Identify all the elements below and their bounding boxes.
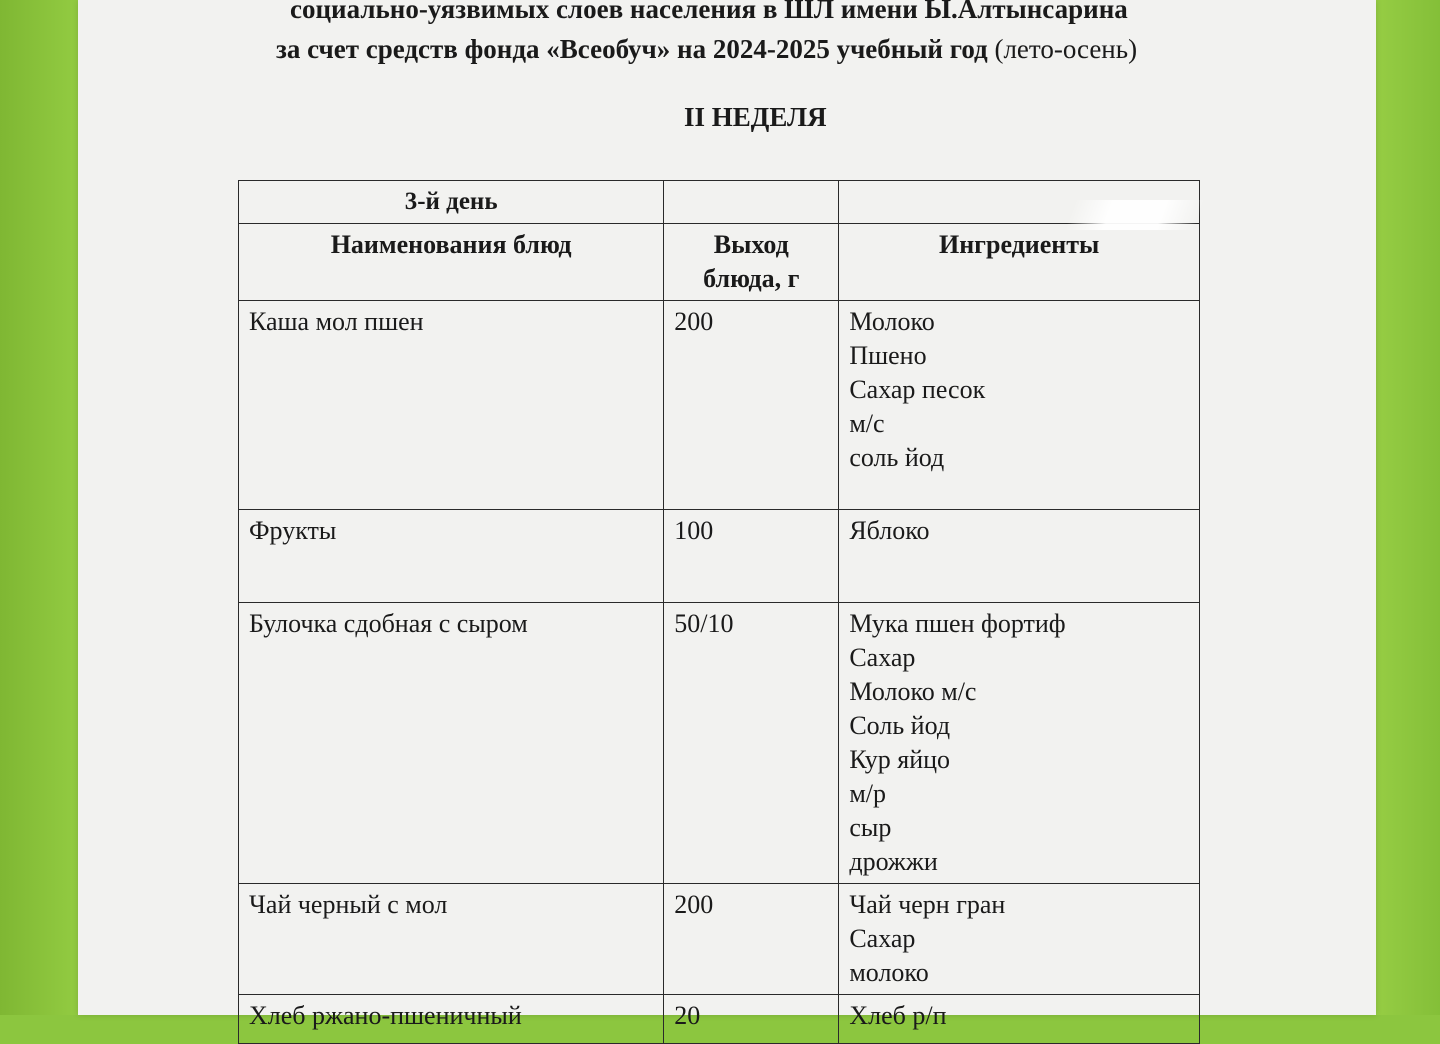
- header-output: Выход блюда, г: [664, 224, 839, 301]
- dish-name: Фрукты: [239, 510, 664, 603]
- day-row: [239, 181, 1200, 224]
- ingredient: Сахар песок: [849, 375, 986, 404]
- ingredient: молоко: [849, 958, 929, 987]
- dish-output: 200: [664, 884, 839, 995]
- week-title: II НЕДЕЛЯ: [684, 102, 827, 132]
- ingredient: Сахар: [849, 643, 916, 672]
- ingredient: Сахар: [849, 924, 916, 953]
- table-row: [239, 603, 1200, 884]
- dish-name: Каша мол пшен: [239, 301, 664, 510]
- menu-sheet: [78, 0, 1376, 1030]
- light-glare: [1065, 200, 1206, 230]
- ingredient: Кур яйцо: [849, 745, 951, 774]
- background-left: [0, 0, 80, 1015]
- dish-ingredients: [839, 510, 1200, 603]
- ingredient: Яблоко: [849, 516, 930, 545]
- table-row: [239, 884, 1200, 995]
- table-row: [239, 510, 1200, 603]
- ingredient: Чай черн гран: [849, 890, 1006, 919]
- background-right: [1376, 0, 1440, 1015]
- dish-ingredients: [839, 995, 1200, 1044]
- ingredient: Молоко: [849, 307, 935, 336]
- dish-output: 20: [664, 995, 839, 1044]
- menu-table: [238, 180, 1200, 1044]
- ingredient: Мука пшен фортиф: [849, 609, 1066, 638]
- dish-name: Хлеб ржано-пшеничный: [239, 995, 664, 1044]
- header-line-2-bold: за счет средств фонда «Всеобуч» на 2024-2025 учебный год: [276, 34, 988, 64]
- ingredient: м/с: [849, 409, 885, 438]
- day-empty-cell: [664, 181, 839, 224]
- header-ingredients: Ингредиенты: [839, 224, 1200, 301]
- dish-ingredients: [839, 884, 1200, 995]
- day-label: 3-й день: [239, 181, 664, 224]
- dish-name: Булочка сдобная с сыром: [239, 603, 664, 884]
- dish-name: Чай черный с мол: [239, 884, 664, 995]
- header-row: [239, 224, 1200, 301]
- header-dish-name: Наименования блюд: [239, 224, 664, 301]
- dish-ingredients: [839, 603, 1200, 884]
- ingredient: соль йод: [849, 443, 945, 472]
- dish-output: 100: [664, 510, 839, 603]
- header-line-2: [276, 34, 1137, 65]
- ingredient: м/р: [849, 779, 887, 808]
- header-line-2-season: (лето-осень): [994, 34, 1138, 64]
- ingredient: Пшено: [849, 341, 927, 370]
- ingredient: Молоко м/с: [849, 677, 977, 706]
- ingredient: сыр: [849, 813, 892, 842]
- header-line-1: социально-уязвимых слоев населения в ШЛ имени Ы.Алтынсарина: [290, 0, 1128, 24]
- table-row: [239, 301, 1200, 510]
- ingredient: Соль йод: [849, 711, 951, 740]
- ingredient: дрожжи: [849, 847, 938, 876]
- dish-ingredients: [839, 301, 1200, 510]
- dish-output: 200: [664, 301, 839, 510]
- dish-output: 50/10: [664, 603, 839, 884]
- ingredient: Хлеб р/п: [849, 1001, 947, 1030]
- table-row: [239, 995, 1200, 1044]
